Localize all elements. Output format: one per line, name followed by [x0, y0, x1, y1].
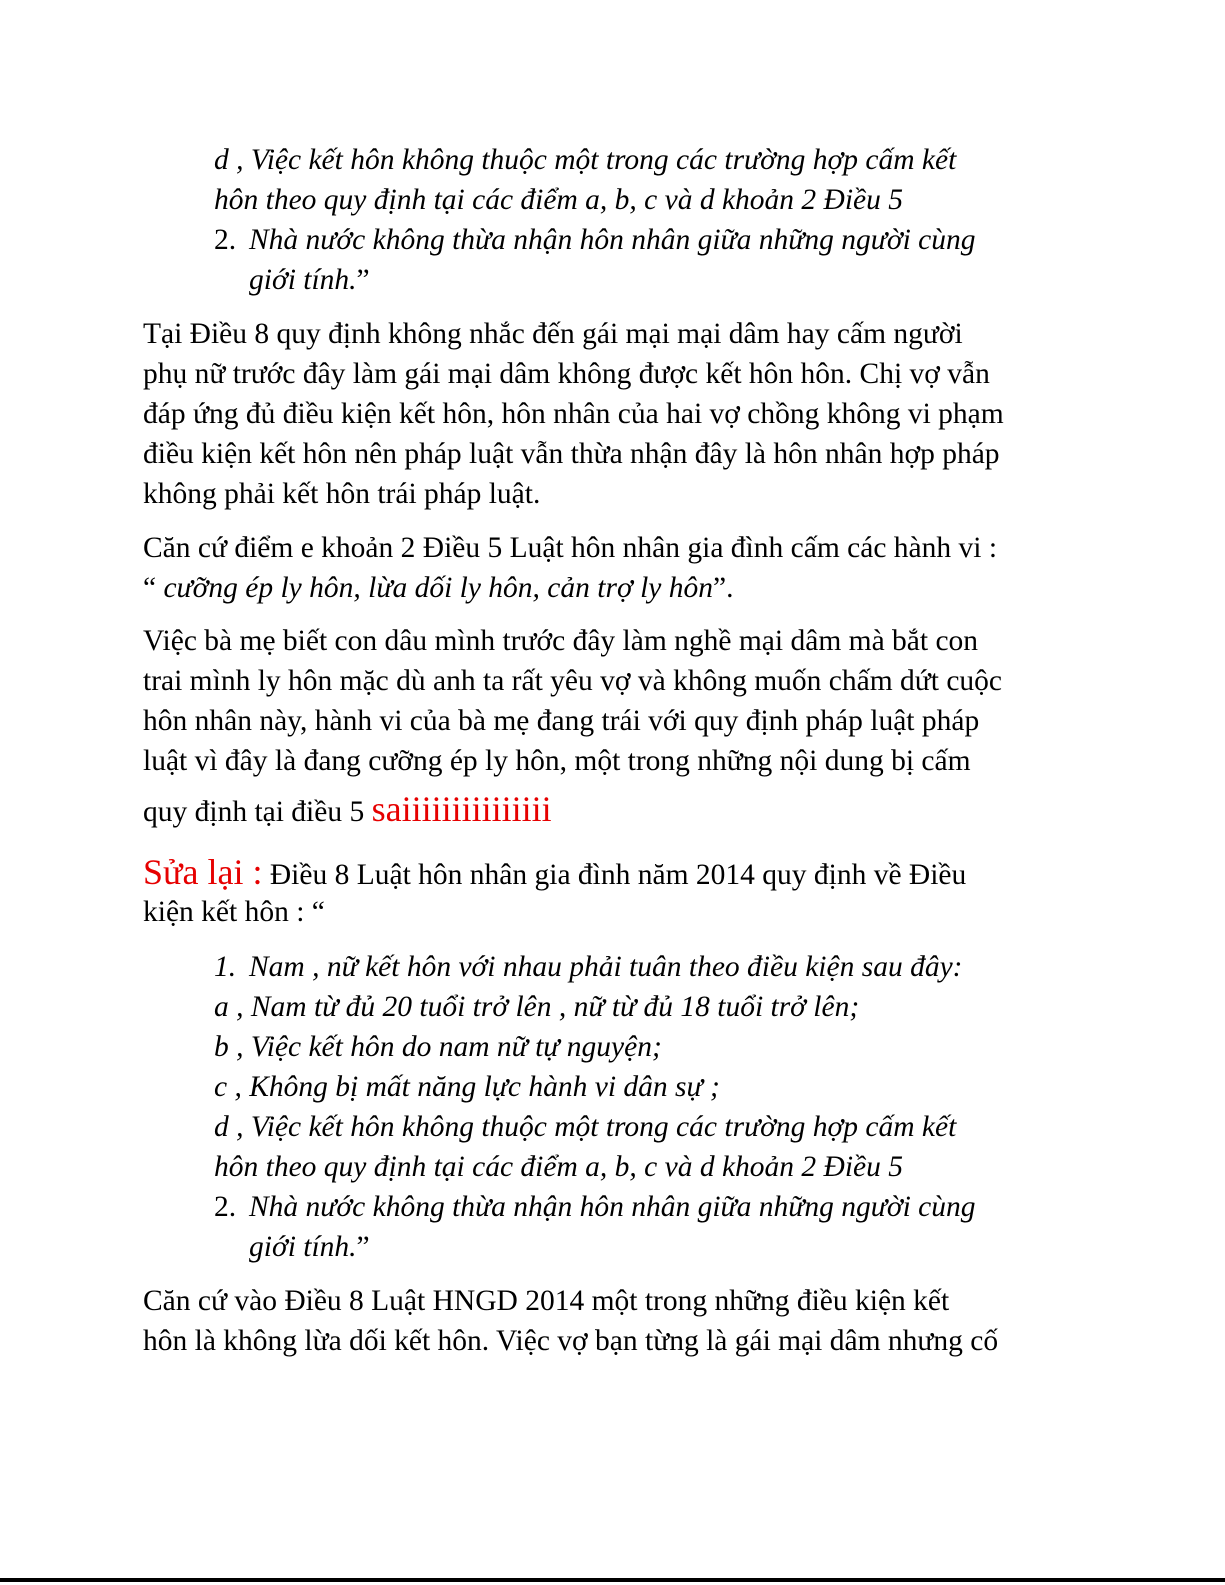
para5-line: Căn cứ vào Điều 8 Luật HNGD 2014 một trong những điều kiện kết [143, 1285, 950, 1317]
law-point-d-line2: hôn theo quy định tại các điểm a, b, c và d khoản 2 Điều 5 [214, 184, 904, 216]
law-point-c: c , Không bị mất năng lực hành vi dân sự ; [214, 1071, 720, 1103]
para2-line1: Căn cứ điểm e khoản 2 Điều 5 Luật hôn nhân gia đình cấm các hành vi : [143, 532, 998, 564]
para3-last-line [143, 791, 552, 828]
para3-last-text: quy định tại điều 5 [143, 796, 372, 828]
law-point-d-line1: d , Việc kết hôn không thuộc một trong các trường hợp cấm kết [214, 1111, 957, 1143]
para1-line: không phải kết hôn trái pháp luật. [143, 478, 541, 510]
para5-line: hôn là không lừa dối kết hôn. Việc vợ bạn từng là gái mại dâm nhưng cố [143, 1325, 999, 1357]
list-number-1: 1. [214, 951, 237, 983]
close-quote: ”. [712, 572, 734, 604]
law-clause-2-line2 [249, 1233, 370, 1263]
para2-quote: cưỡng ép ly hôn, lừa dối ly hôn, cản trợ ly hôn [163, 572, 713, 604]
law-point-d-line1: d , Việc kết hôn không thuộc một trong các trường hợp cấm kết [214, 144, 957, 176]
para1-line: phụ nữ trước đây làm gái mại dâm không được kết hôn hôn. Chị vợ vẫn [143, 358, 990, 390]
para1-line: đáp ứng đủ điều kiện kết hôn, hôn nhân của hai vợ chồng không vi phạm [143, 398, 1004, 430]
law-clause-2-line1: Nhà nước không thừa nhận hôn nhân giữa những người cùng [249, 1191, 976, 1223]
para4-line1-text: Điều 8 Luật hôn nhân gia đình năm 2014 quy định về Điều [262, 859, 967, 891]
para4-line1 [143, 854, 966, 891]
law-clause-2-line1: Nhà nước không thừa nhận hôn nhân giữa những người cùng [249, 224, 976, 256]
para3-line: Việc bà mẹ biết con dâu mình trước đây làm nghề mại dâm mà bắt con [143, 625, 979, 657]
para1-line: điều kiện kết hôn nên pháp luật vẫn thừa nhận đây là hôn nhân hợp pháp [143, 438, 1000, 470]
open-quote: “ [143, 572, 164, 604]
law-point-b: b , Việc kết hôn do nam nữ tự nguyện; [214, 1031, 662, 1063]
law-point-d-line2: hôn theo quy định tại các điểm a, b, c và d khoản 2 Điều 5 [214, 1151, 904, 1183]
red-label: Sửa lại : [143, 852, 263, 892]
law-clause-2-italic: giới tính. [249, 264, 357, 296]
law-clause-2-italic: giới tính. [249, 1231, 357, 1263]
closing-quote: ” [356, 1231, 370, 1263]
para3-line: luật vì đây là đang cưỡng ép ly hôn, một trong những nội dung bị cấm [143, 745, 971, 777]
para1-line: Tại Điều 8 quy định không nhắc đến gái mại mại dâm hay cấm người [143, 318, 963, 350]
para3-line: hôn nhân này, hành vi của bà mẹ đang trái với quy định pháp luật pháp [143, 705, 980, 737]
red-annotation: saiiiiiiiiiiiiiii [371, 789, 552, 829]
closing-quote: ” [356, 264, 370, 296]
law-clause-2-line2 [249, 266, 370, 296]
para3-line: trai mình ly hôn mặc dù anh ta rất yêu vợ và không muốn chấm dứt cuộc [143, 665, 1003, 697]
page-bottom-border [0, 1578, 1225, 1582]
para4-line2: kiện kết hôn : “ [143, 896, 325, 928]
list-number-2: 2. [214, 1191, 237, 1223]
list-number-2: 2. [214, 224, 237, 256]
law-clause-1: Nam , nữ kết hôn với nhau phải tuân theo điều kiện sau đây: [249, 951, 963, 983]
law-point-a: a , Nam từ đủ 20 tuổi trở lên , nữ từ đủ 18 tuổi trở lên; [214, 991, 860, 1023]
para2-line2 [143, 574, 733, 604]
